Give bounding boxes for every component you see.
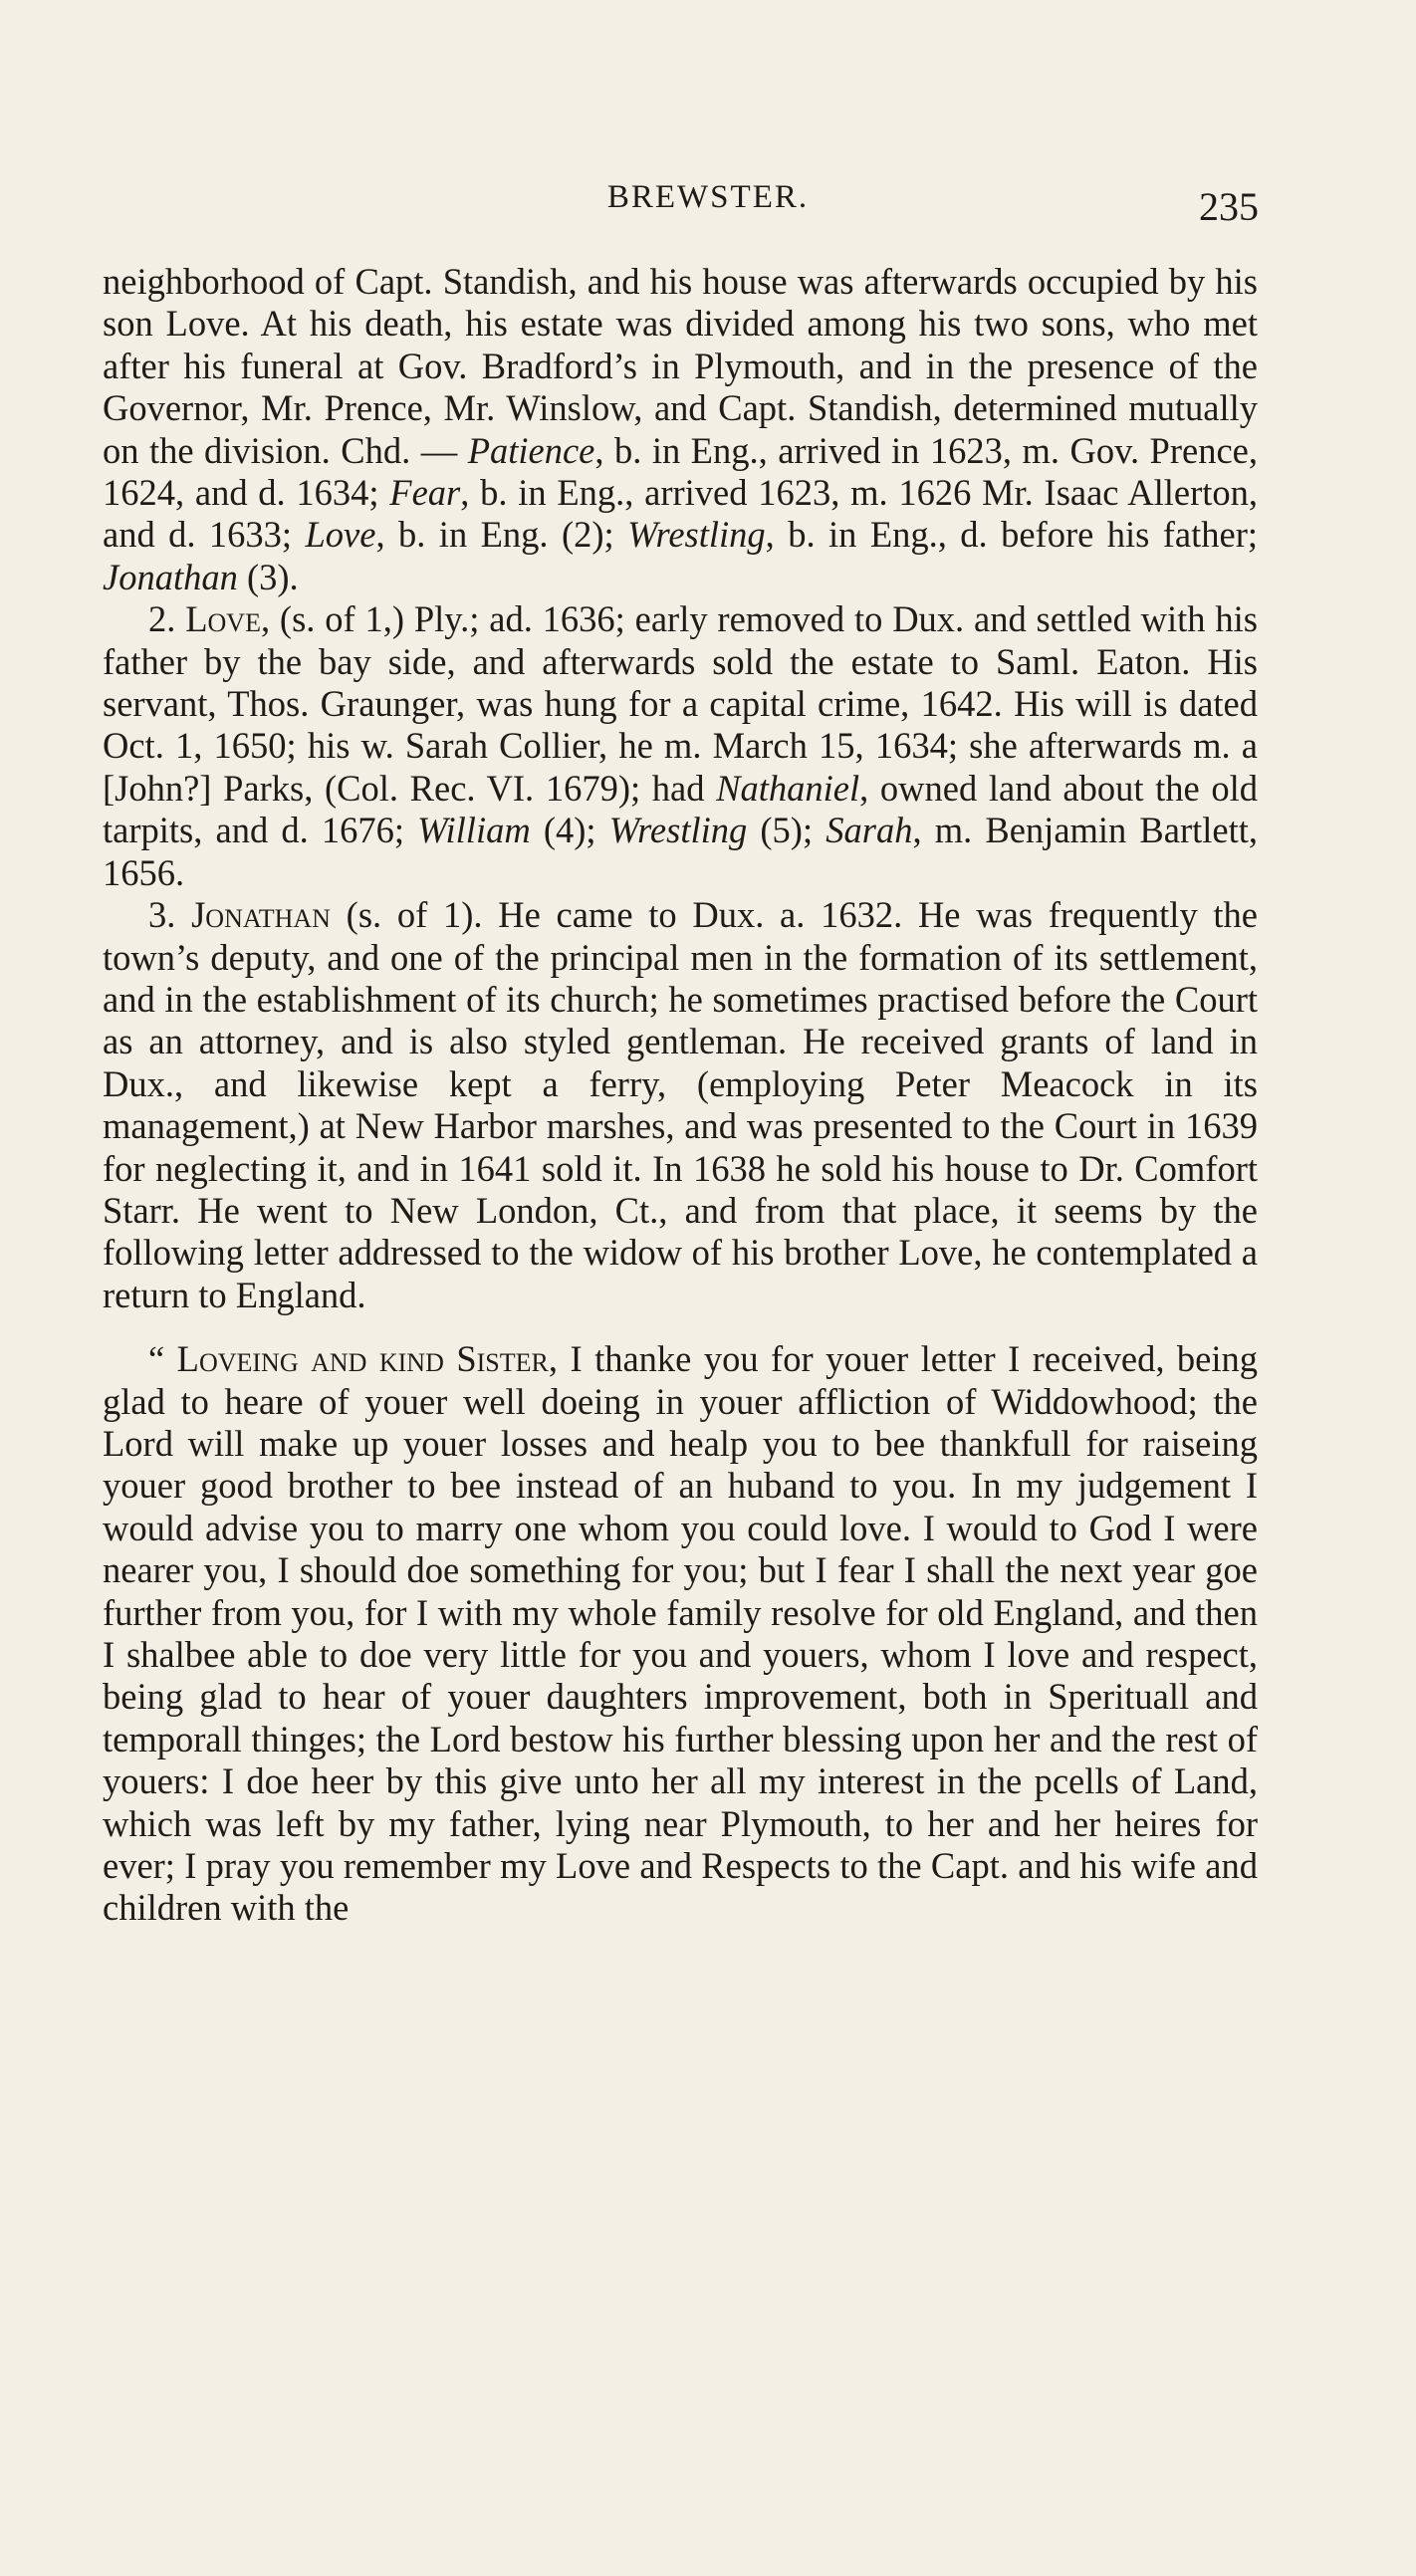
body-text — [103, 261, 1258, 1930]
paragraph — [103, 598, 1258, 894]
text-run: 3. — [148, 894, 192, 936]
paragraph — [103, 261, 1258, 598]
text-run: , b. in Eng., d. before his father; — [765, 514, 1259, 556]
text-run: , I thanke you for youer letter I received, being glad to heare of youer well doeing in youer affliction of Widdowhood; the Lord will make up youer losses and healp you to bee thankfull for raiseing youer good brother to bee instead of an huband to you. In my judgement I would advise you to marry one whom you could love. I would to God I were nearer you, I should doe something for you; but I fear I shall the next year goe further from you, for I with my whole family resolve for old England, and then I shalbee able to doe very little for you and youers, whom I love and respect, being glad to hear of youer daughters improvement, both in Sperituall and temporall thinges; the Lord bestow his further blessing upon her and the rest of youers: I doe heer by this give unto her all my interest in the pcells of Land, which was left by my father, lying near Plymouth, to her and her heires for ever; I pray you remember my Love and Respects to the Capt. and his wife and children with the — [103, 1338, 1259, 1929]
text-run: (s. of 1). He came to Dux. a. 1632. He was frequently the town’s deputy, and one of the principal men in the formation of its settlement, and in the establishment of its church; he sometimes practised before the Court as an attorney, and is also styled gentleman. He received grants of land in Dux., and likewise kept a ferry, (employing Peter Meacock in its management,) at New Harbor marshes, and was presented to the Court in 1639 for neglecting it, and in 1641 sold it. In 1638 he sold his house to Dr. Comfort Starr. He went to New London, Ct., and from that place, it seems by the following letter addressed to the widow of his brother Love, he contemplated a return to England. — [103, 894, 1259, 1315]
text-run: 2. — [148, 598, 186, 640]
text-run: , owned land about the old tarpits, and d. 1676; — [103, 767, 1258, 851]
text-run: (4); — [530, 810, 609, 851]
italic-name: Sarah — [826, 810, 913, 851]
italic-name: Fear — [389, 472, 461, 514]
text-run: , m. Benjamin Bartlett, 1656. — [103, 810, 1259, 893]
italic-name: Love — [305, 514, 376, 556]
page-header — [0, 175, 1416, 229]
running-head: BREWSTER. — [606, 179, 810, 215]
text-run: , (s. of 1,) Ply.; ad. 1636; early removed to Dux. and settled with his father by the bay side, and afterwards sold the estate to Saml. Eaton. His servant, Thos. Graunger, was hung for a capital crime, 1642. His will is dated Oct. 1, 1650; his w. Sarah Collier, he m. March 15, 1634; she afterwards m. a [John?] Parks, (Col. Rec. VI. 1679); had — [103, 598, 1258, 809]
text-run: , b. in Eng., arrived 1623, m. 1626 Mr. Isaac Allerton, and d. 1633; — [103, 472, 1258, 556]
paragraph — [103, 1338, 1258, 1930]
small-caps-heading: Love — [185, 598, 261, 640]
small-caps-heading: Jonathan — [191, 894, 331, 936]
text-run: neighborhood of Capt. Standish, and his house was afterwards occupied by his son Love. At his death, his estate was divided among his two sons, who met after his funeral at Gov. Bradford’s in Plymouth, and in the presence of the Governor, Mr. Prence, Mr. Winslow, and Capt. Standish, determined mutually on the division. Chd. — — [103, 261, 1258, 471]
italic-name: Jonathan — [103, 556, 238, 597]
text-run: , b. in Eng. (2); — [375, 514, 628, 556]
italic-name: Wrestling — [627, 514, 766, 556]
italic-name: Patience — [467, 429, 595, 471]
paragraph — [103, 894, 1258, 1316]
italic-name: Nathaniel — [716, 767, 860, 809]
small-caps-heading: Loveing and kind Sister — [176, 1338, 549, 1380]
text-run: “ — [148, 1338, 177, 1380]
text-run: (5); — [747, 810, 826, 851]
italic-name: Wrestling — [608, 810, 748, 851]
italic-name: William — [417, 810, 531, 851]
page-number: 235 — [1199, 184, 1259, 229]
text-run: (3). — [237, 556, 299, 597]
text-run: , b. in Eng., arrived in 1623, m. Gov. Prence, 1624, and d. 1634; — [103, 429, 1258, 514]
